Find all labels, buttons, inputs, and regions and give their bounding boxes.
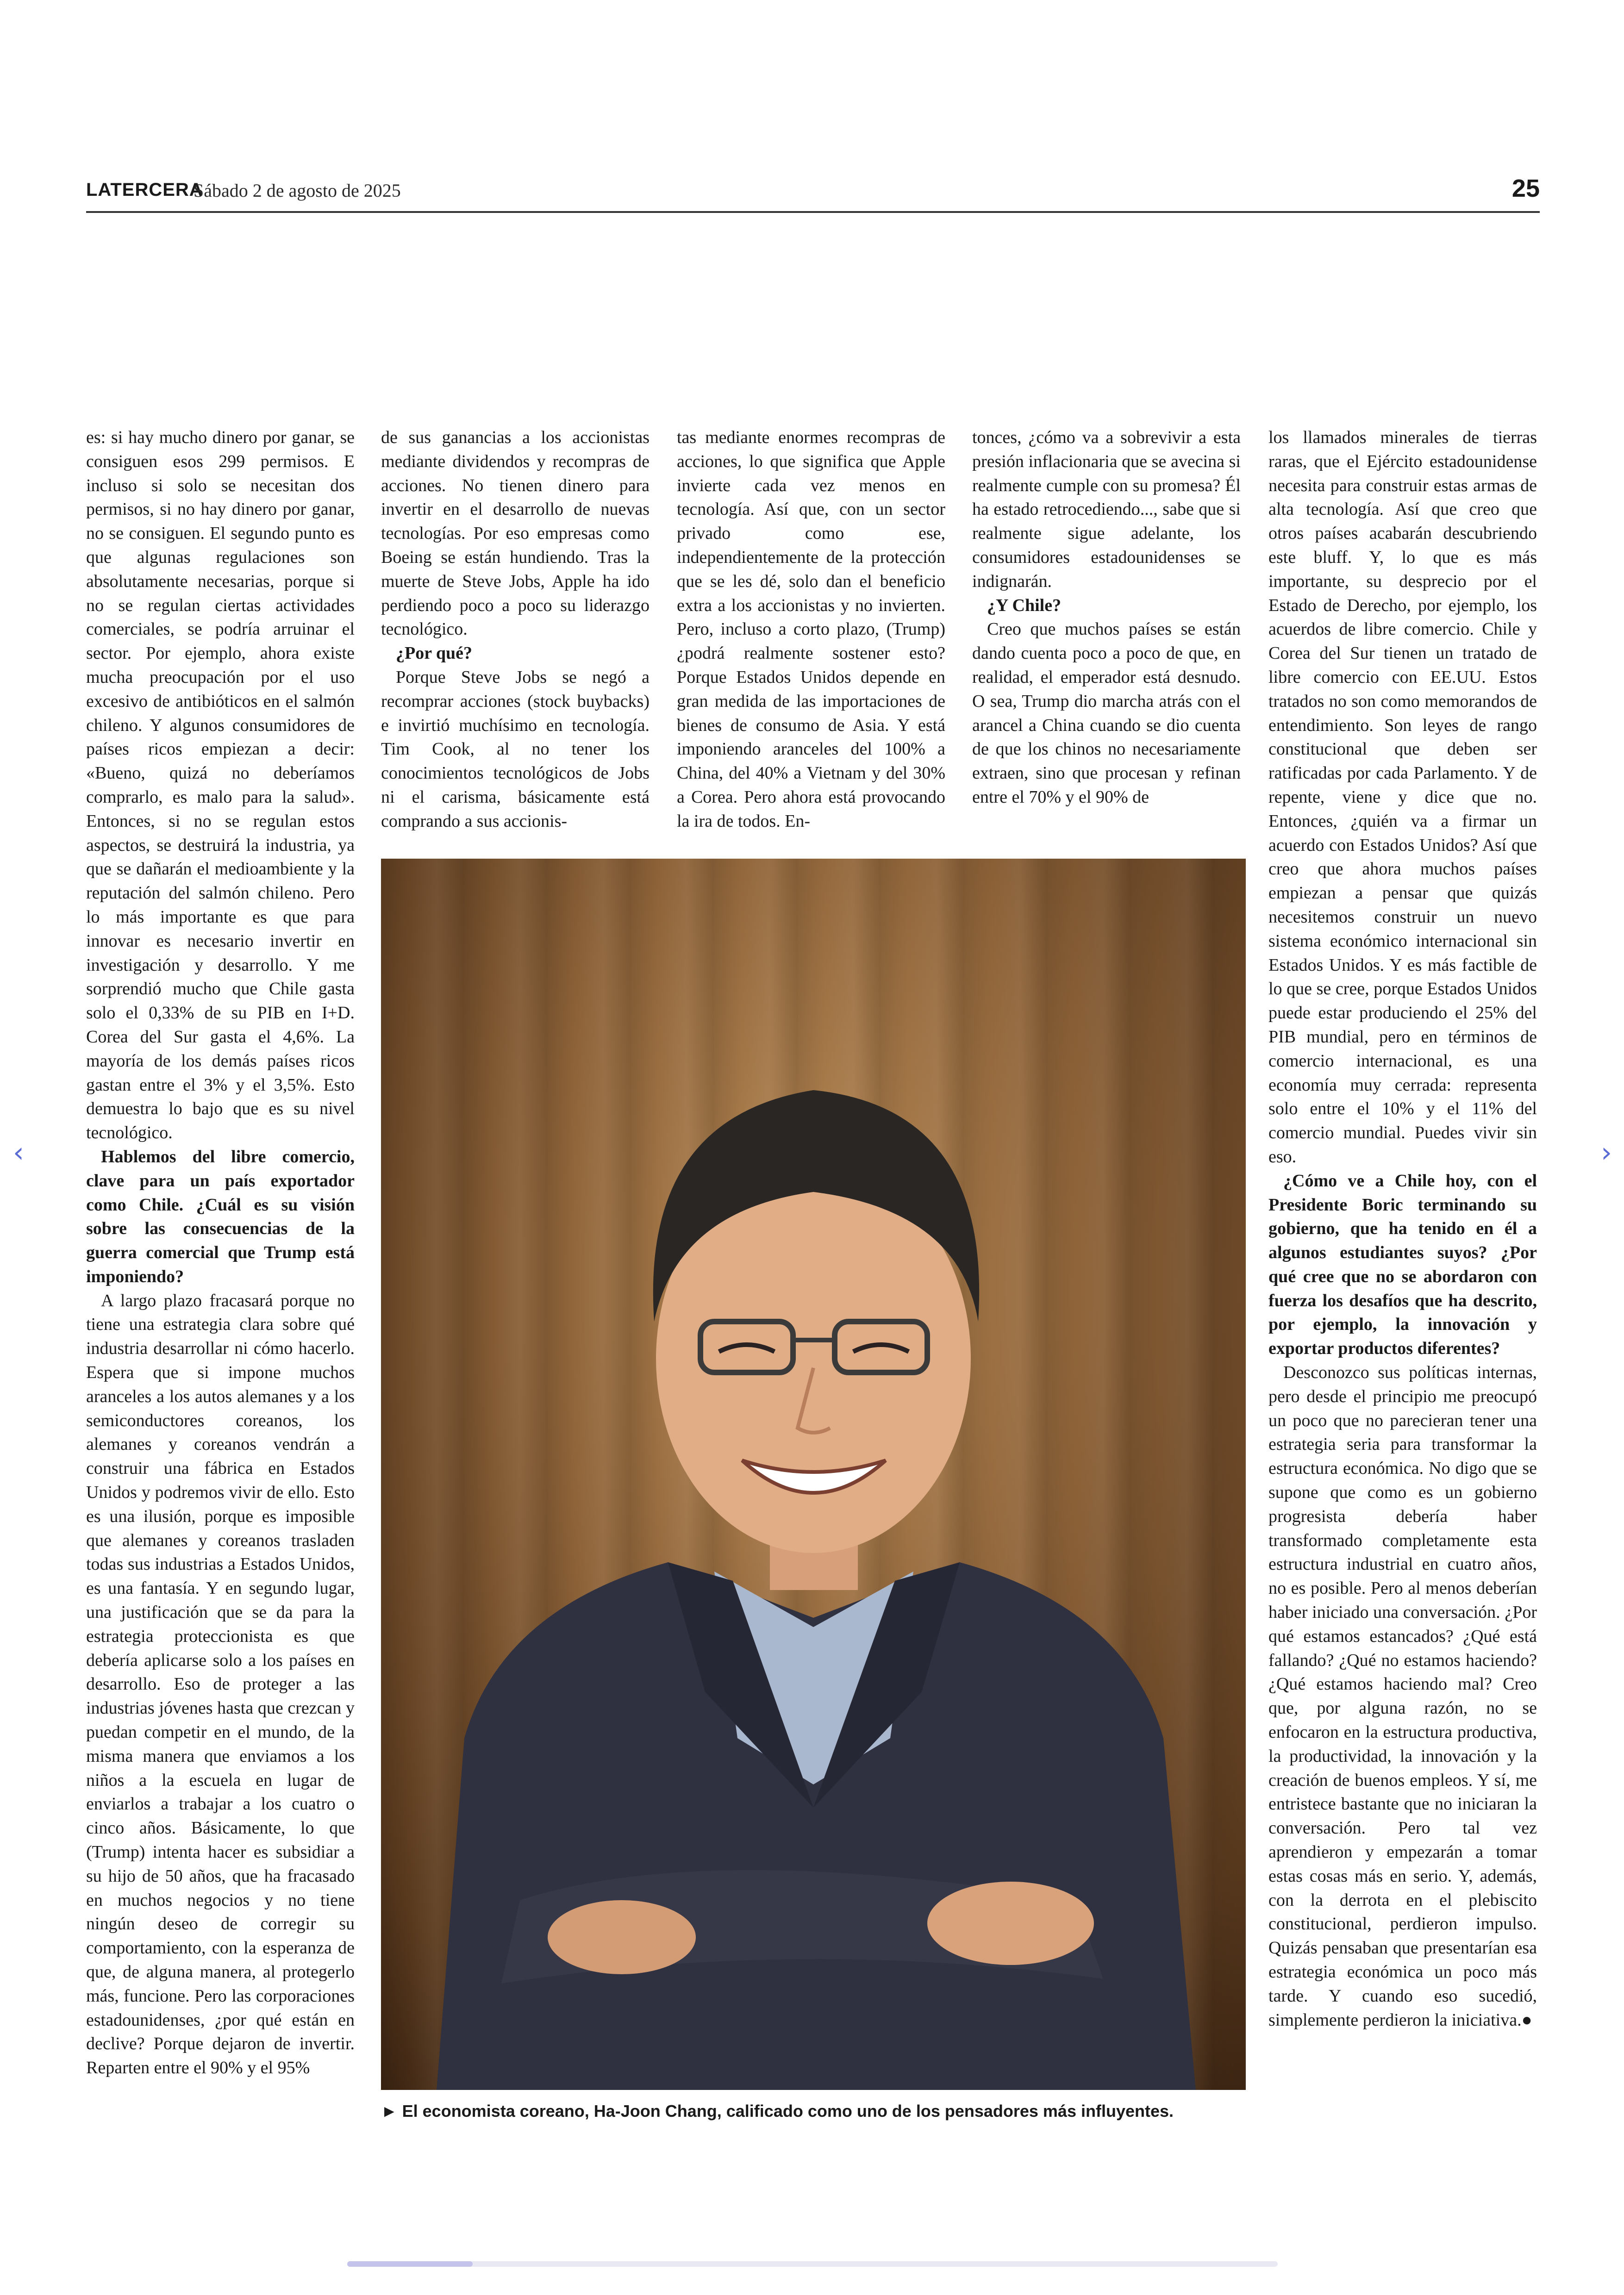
portrait-photo — [381, 859, 1246, 2090]
interview-question: ¿Por qué? — [396, 643, 473, 663]
interview-answer: A largo plazo fracasará porque no tiene una estrategia clara sobre qué industria desarrollar ni cómo hacerlo. Espera que si impone muchos aranceles a los autos alemanes y a los semiconductores coreanos, los alemanes y coreanos vendrán a construir una fábrica en Estados Unidos y podremos vivir de ello. Esto es una ilusión, porque es imposible que alemanes y coreanos trasladen todas sus industrias a Estados Unidos, es una fantasía. Y en segundo lugar, una justificación que se da para la estrategia proteccionista es que debería aplicarse solo a los países en desarrollo. Eso de proteger a las industrias jóvenes hasta que crezcan y puedan competir en el mundo, de la misma manera que enviamos a los niños a la escuela en lugar de enviarlos a trabajar a los cuatro o cinco años. Básicamente, lo que (Trump) intenta hacer es subsidiar a su hijo de 50 años, que ha fracasado en muchos negocios y no tiene ningún deseo de corregir su comportamiento, con la esperanza de que, de alguna manera, al protegerlo más, funcione. Pero las corporaciones estadounidenses, ¿por qué están en declive? Porque dejaron de invertir. Reparten entre el 90% y el 95% — [86, 1291, 355, 2078]
end-mark-icon: ● — [1521, 2010, 1532, 2030]
reading-progress-bar[interactable] — [347, 2261, 1278, 2267]
body-paragraph: tas mediante enormes recompras de acciones, lo que significa que Apple invierte cada vez menos en tecnología. Así que, con un sector privado como ese, independientemente de la protección que se les dé, solo dan el beneficio extra a los accionistas y no invierten. Pero, incluso a corto plazo, (Trump) ¿podrá realmente sostener esto? Porque Estados Unidos depende en gran medida de las importaciones de bienes de consumo de Asia. Y está imponiendo aranceles del 100% a China, del 40% a Vietnam y del 30% a Corea. Pero ahora está provocando la ira de todos. En- — [677, 428, 945, 831]
interview-question: Hablemos del libre comercio, clave para un país exportador como Chile. ¿Cuál es su visión sobre las consecuencias de la guerra comercial que Trump está imponiendo? — [86, 1147, 355, 1286]
interview-question: ¿Cómo ve a Chile hoy, con el Presidente Boric terminando su gobierno, que ha tenido en él a algunos estudiantes suyos? ¿Por qué cree que no se abordaron con fuerza los desafíos que ha descrito, por ejemplo, la innovación y exportar productos diferentes? — [1268, 1171, 1537, 1359]
body-paragraph: de sus ganancias a los accionistas mediante dividendos y recompras de acciones. No tienen dinero para invertir en el desarrollo de nuevas tecnologías. Por eso empresas como Boeing se están hundiendo. Tras la muerte de Steve Jobs, Apple ha ido perdiendo poco a poco su liderazgo tecnológico. — [381, 428, 650, 639]
caption-marker-icon: ► — [381, 2102, 398, 2120]
photo-caption — [381, 2102, 1261, 2121]
previous-page-icon[interactable]: ‹ — [13, 1136, 24, 1169]
answer-text: Desconozco sus políticas internas, pero desde el principio me preocupó un poco que no parecieran tener una estrategia seria para transformar la estructura económica. No digo que se supone que como es un gobierno progresista debería haber transformado completamente esta estructura industrial en cuatro años, no es posible. Pero al menos deberían haber iniciado una conversación. ¿Por qué estamos estancados? ¿Qué está fallando? ¿Qué no estamos haciendo? ¿Qué estamos haciendo mal? Creo que, por alguna razón, no se enfocaron en la estructura productiva, la productividad, la innovación y la creación de buenos empleos. Y sí, me entristece bastante que no iniciaran la conversación. Pero tal vez aprendieron y empezarán a tomar estas cosas más en serio. Y, además, con la derrota en el plebiscito constitucional, perdieron impulso. Quizás pensaban que presentarían esa estrategia económica un poco más tarde. Y cuando eso sucedió, simplemente perdieron la iniciativa. — [1268, 1363, 1537, 2030]
interview-answer — [1268, 1361, 1537, 2032]
portrait-illustration — [381, 859, 1246, 2090]
article-column-5 — [1268, 426, 1537, 2139]
newspaper-brand: LATERCERA — [86, 180, 203, 200]
interview-answer: Creo que muchos países se están dando cuenta poco a poco de que, en realidad, el emperador está desnudo. O sea, Trump dio marcha atrás con el arancel a China cuando se dio cuenta de que los chinos no necesariamente extraen, sino que procesan y refinan entre el 70% y el 90% de — [972, 619, 1241, 807]
body-paragraph: tonces, ¿cómo va a sobrevivir a esta presión inflacionaria que se avecina si realmente cumple con su promesa? Él ha estado retrocediendo..., sabe que si realmente sigue adelante, los consumidores estadounidenses se indignarán. — [972, 428, 1241, 591]
issue-date: Sábado 2 de agosto de 2025 — [194, 180, 401, 201]
article-column-3 — [677, 426, 945, 833]
article-column-2 — [381, 426, 650, 833]
next-page-icon[interactable]: › — [1601, 1136, 1612, 1169]
article-column-1 — [86, 426, 355, 2139]
article-column-4 — [972, 426, 1241, 833]
reading-progress-fill — [347, 2261, 473, 2267]
caption-text: El economista coreano, Ha-Joon Chang, calificado como uno de los pensadores más influyentes. — [402, 2102, 1174, 2120]
interview-question: ¿Y Chile? — [987, 595, 1062, 615]
page-header — [86, 174, 1540, 213]
page-number: 25 — [1512, 175, 1540, 202]
body-paragraph: es: si hay mucho dinero por ganar, se consiguen esos 299 permisos. E incluso si solo se necesitan dos permisos, si no hay dinero por ganar, no se consiguen. El segundo punto es que algunas regulaciones son absolutamente necesarias, porque si no se regulan ciertas actividades comerciales, se podría arruinar el sector. Por ejemplo, ahora existe mucha preocupación por el uso excesivo de antibióticos en el salmón chileno. Y algunos consumidores de países ricos empiezan a decir: «Bueno, quizá no deberíamos comprarlo, es malo para la salud». Entonces, si no se regulan estos aspectos, se destruirá la industria, ya que se dañarán el medioambiente y la reputación del salmón chileno. Pero lo más importante es que para innovar es necesario invertir en investigación y desarrollo. Y me sorprendió mucho que Chile gasta solo el 0,33% de su PIB en I+D. Corea del Sur gasta el 4,6%. La mayoría de los demás países ricos gastan entre el 3% y el 3,5%. Esto demuestra lo bajo que es su nivel tecnológico. — [86, 428, 355, 1143]
body-paragraph: los llamados minerales de tierras raras, que el Ejército estadounidense necesita para construir estas armas de alta tecnología. Así que creo que otros países acabarán descubriendo este bluff. Y, lo que es más importante, su desprecio por el Estado de Derecho, por ejemplo, los acuerdos de libre comercio. Chile y Corea del Sur tienen un tratado de libre comercio con EE.UU. Estos tratados no son como memorandos de entendimiento. Son leyes de rango constitucional que deben ser ratificadas por cada Parlamento. Y de repente, viene y dice que no. Entonces, ¿quién va a firmar un acuerdo con Estados Unidos? Así que creo que ahora muchos países empiezan a pensar que quizás necesitemos construir un nuevo sistema económico internacional sin Estados Unidos. Y es más factible de lo que se cree, porque Estados Unidos puede estar produciendo el 25% del PIB mundial, pero en términos de comercio internacional, es una economía muy cerrada: representa solo entre el 10% y el 11% del comercio mundial. Puedes vivir sin eso. — [1268, 428, 1537, 1166]
interview-answer: Porque Steve Jobs se negó a recomprar acciones (stock buybacks) e invirtió muchísimo en tecnología. Tim Cook, al no tener los conocimientos tecnológicos de Jobs ni el carisma, básicamente está comprando a sus accionis- — [381, 667, 650, 831]
